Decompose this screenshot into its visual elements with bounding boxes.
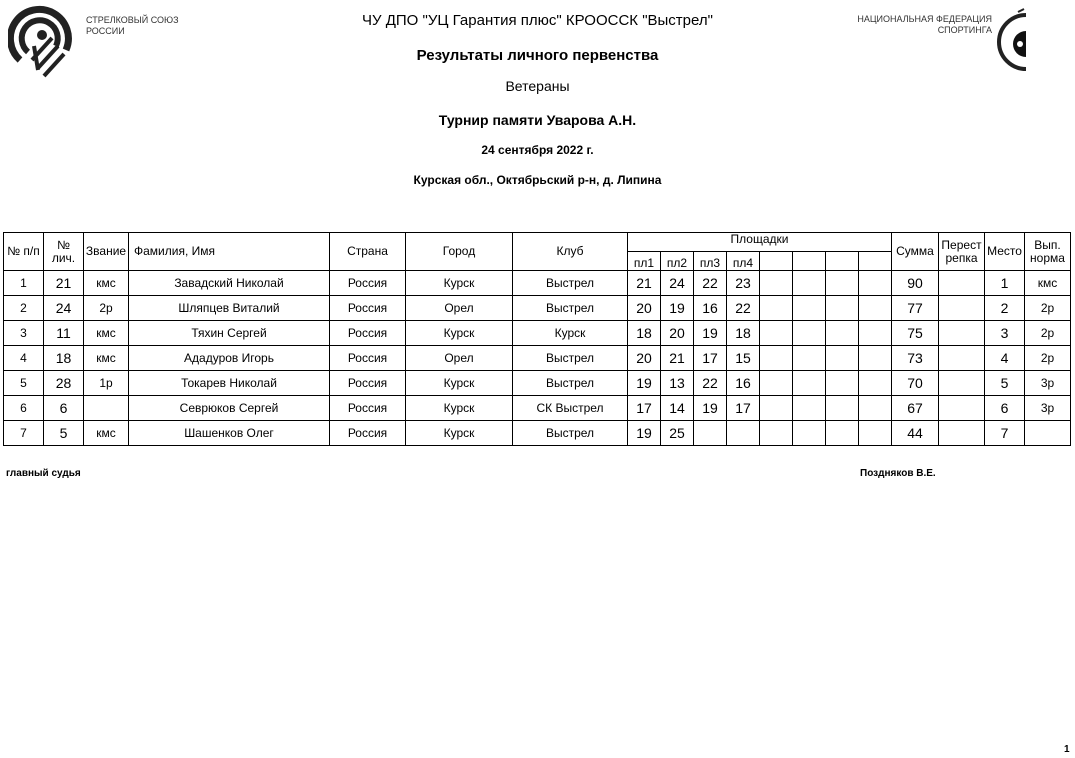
cell-pl4: 15	[727, 346, 760, 371]
col-country: Страна	[330, 233, 406, 271]
cell-pl-empty	[760, 321, 793, 346]
cell-pl-empty	[859, 396, 892, 421]
col-pl-empty	[760, 252, 793, 271]
cell-shootoff	[939, 346, 985, 371]
event-date: 24 сентября 2022 г.	[481, 143, 594, 157]
cell-num-lich: 28	[44, 371, 84, 396]
cell-sum: 67	[892, 396, 939, 421]
cell-num-lich: 6	[44, 396, 84, 421]
col-pl-empty	[859, 252, 892, 271]
cell-shootoff	[939, 321, 985, 346]
cell-num-pp: 2	[4, 296, 44, 321]
org-left-line-1: СТРЕЛКОВЫЙ СОЮЗ	[86, 15, 179, 25]
org-right-line-2: СПОРТИНГА	[937, 25, 992, 35]
col-city: Город	[406, 233, 513, 271]
cell-city: Курск	[406, 321, 513, 346]
cell-shootoff	[939, 271, 985, 296]
col-pl3: пл3	[694, 252, 727, 271]
cell-norm: 2р	[1025, 321, 1071, 346]
cell-pl2: 21	[661, 346, 694, 371]
cell-name: Завадский Николай	[129, 271, 330, 296]
cell-pl-empty	[760, 296, 793, 321]
cell-pl-empty	[859, 421, 892, 446]
cell-pl3: 16	[694, 296, 727, 321]
cell-place: 1	[985, 271, 1025, 296]
col-num-pp: № п/п	[4, 233, 44, 271]
cell-rank: кмс	[84, 271, 129, 296]
cell-pl4	[727, 421, 760, 446]
results-table	[3, 232, 1071, 446]
cell-country: Россия	[330, 296, 406, 321]
cell-pl4: 23	[727, 271, 760, 296]
cell-pl-empty	[826, 271, 859, 296]
cell-pl1: 17	[628, 396, 661, 421]
cell-place: 3	[985, 321, 1025, 346]
cell-pl-empty	[793, 421, 826, 446]
col-place: Место	[985, 233, 1025, 271]
cell-num-lich: 11	[44, 321, 84, 346]
cell-sum: 77	[892, 296, 939, 321]
cell-pl-empty	[826, 396, 859, 421]
cell-sum: 75	[892, 321, 939, 346]
cell-norm: 2р	[1025, 346, 1071, 371]
cell-pl2: 14	[661, 396, 694, 421]
table-row	[4, 421, 1071, 446]
cell-pl1: 19	[628, 371, 661, 396]
cell-shootoff	[939, 296, 985, 321]
col-sum: Сумма	[892, 233, 939, 271]
table-row	[4, 396, 1071, 421]
cell-place: 6	[985, 396, 1025, 421]
cell-country: Россия	[330, 371, 406, 396]
chief-judge-name: Поздняков В.Е.	[860, 468, 936, 479]
cell-name: Токарев Николай	[129, 371, 330, 396]
cell-num-pp: 4	[4, 346, 44, 371]
cell-norm	[1025, 421, 1071, 446]
cell-club: Курск	[513, 321, 628, 346]
cell-pl2: 13	[661, 371, 694, 396]
cell-pl-empty	[760, 371, 793, 396]
chief-judge-label: главный судья	[6, 468, 81, 479]
cell-sum: 44	[892, 421, 939, 446]
cell-norm: 3р	[1025, 396, 1071, 421]
cell-club: Выстрел	[513, 346, 628, 371]
cell-name: Шляпцев Виталий	[129, 296, 330, 321]
cell-pl-empty	[859, 271, 892, 296]
cell-num-lich: 24	[44, 296, 84, 321]
cell-rank: кмс	[84, 421, 129, 446]
col-pl1: пл1	[628, 252, 661, 271]
col-num-lich: № лич.	[44, 233, 84, 271]
col-pl-empty	[793, 252, 826, 271]
cell-pl-empty	[826, 346, 859, 371]
cell-name: Шашенков Олег	[129, 421, 330, 446]
cell-club: Выстрел	[513, 271, 628, 296]
cell-sum: 73	[892, 346, 939, 371]
cell-place: 5	[985, 371, 1025, 396]
tournament-name: Турнир памяти Уварова А.Н.	[438, 112, 637, 128]
col-club: Клуб	[513, 233, 628, 271]
cell-pl-empty	[859, 296, 892, 321]
cell-sum: 70	[892, 371, 939, 396]
cell-num-lich: 18	[44, 346, 84, 371]
cell-shootoff	[939, 371, 985, 396]
cell-city: Орел	[406, 296, 513, 321]
cell-city: Курск	[406, 271, 513, 296]
cell-pl-empty	[793, 371, 826, 396]
cell-pl1: 20	[628, 296, 661, 321]
cell-pl-empty	[859, 346, 892, 371]
cell-pl3: 19	[694, 321, 727, 346]
col-platforms: Площадки	[628, 233, 892, 252]
cell-name: Севрюков Сергей	[129, 396, 330, 421]
cell-norm: 2р	[1025, 296, 1071, 321]
cell-pl2: 25	[661, 421, 694, 446]
cell-city: Курск	[406, 396, 513, 421]
cell-city: Курск	[406, 421, 513, 446]
cell-country: Россия	[330, 421, 406, 446]
col-name: Фамилия, Имя	[129, 233, 330, 271]
table-row	[4, 296, 1071, 321]
cell-rank	[84, 396, 129, 421]
table-row	[4, 321, 1071, 346]
cell-rank: 1р	[84, 371, 129, 396]
cell-pl3: 22	[694, 271, 727, 296]
table-row	[4, 271, 1071, 296]
cell-num-lich: 5	[44, 421, 84, 446]
cell-pl-empty	[760, 396, 793, 421]
cell-pl1: 19	[628, 421, 661, 446]
cell-country: Россия	[330, 346, 406, 371]
cell-pl1: 20	[628, 346, 661, 371]
cell-place: 4	[985, 346, 1025, 371]
cell-club: Выстрел	[513, 296, 628, 321]
cell-club: СК Выстрел	[513, 396, 628, 421]
cell-rank: кмс	[84, 346, 129, 371]
cell-pl-empty	[793, 396, 826, 421]
cell-pl-empty	[760, 421, 793, 446]
category-label: Ветераны	[505, 78, 570, 94]
cell-pl4: 16	[727, 371, 760, 396]
cell-pl3: 22	[694, 371, 727, 396]
cell-rank: 2р	[84, 296, 129, 321]
cell-pl3	[694, 421, 727, 446]
cell-pl-empty	[859, 371, 892, 396]
cell-pl-empty	[826, 296, 859, 321]
cell-club: Выстрел	[513, 371, 628, 396]
cell-norm: 3р	[1025, 371, 1071, 396]
cell-pl1: 18	[628, 321, 661, 346]
cell-pl4: 17	[727, 396, 760, 421]
cell-name: Тяхин Сергей	[129, 321, 330, 346]
cell-pl-empty	[793, 321, 826, 346]
table-row	[4, 346, 1071, 371]
cell-club: Выстрел	[513, 421, 628, 446]
cell-pl-empty	[793, 296, 826, 321]
cell-pl-empty	[826, 321, 859, 346]
page-number: 1	[1064, 744, 1070, 755]
cell-num-pp: 6	[4, 396, 44, 421]
cell-place: 7	[985, 421, 1025, 446]
org-left-line-2: РОССИИ	[86, 26, 125, 36]
cell-pl2: 20	[661, 321, 694, 346]
col-rank: Звание	[84, 233, 129, 271]
cell-city: Орел	[406, 346, 513, 371]
cell-num-pp: 3	[4, 321, 44, 346]
cell-num-pp: 5	[4, 371, 44, 396]
cell-norm: кмс	[1025, 271, 1071, 296]
org-right-line-1: НАЦИОНАЛЬНАЯ ФЕДЕРАЦИЯ	[857, 14, 992, 24]
cell-country: Россия	[330, 396, 406, 421]
cell-place: 2	[985, 296, 1025, 321]
cell-country: Россия	[330, 271, 406, 296]
event-place: Курская обл., Октябрьский р-н, д. Липина	[413, 173, 662, 187]
cell-country: Россия	[330, 321, 406, 346]
cell-city: Курск	[406, 371, 513, 396]
cell-pl-empty	[826, 371, 859, 396]
table-row	[4, 371, 1071, 396]
cell-sum: 90	[892, 271, 939, 296]
cell-pl4: 18	[727, 321, 760, 346]
col-pl2: пл2	[661, 252, 694, 271]
cell-pl-empty	[760, 271, 793, 296]
cell-pl4: 22	[727, 296, 760, 321]
organizer-title: ЧУ ДПО "УЦ Гарантия плюс" КРООССК "Выстрел"	[362, 12, 713, 29]
cell-pl-empty	[760, 346, 793, 371]
cell-pl-empty	[793, 271, 826, 296]
page-title: Результаты личного первенства	[416, 47, 659, 64]
cell-num-pp: 1	[4, 271, 44, 296]
cell-shootoff	[939, 421, 985, 446]
cell-pl3: 19	[694, 396, 727, 421]
cell-pl-empty	[826, 421, 859, 446]
cell-num-lich: 21	[44, 271, 84, 296]
cell-rank: кмс	[84, 321, 129, 346]
cell-name: Ададуров Игорь	[129, 346, 330, 371]
col-norm: Вып. норма	[1025, 233, 1071, 271]
col-shootoff: Перест репка	[939, 233, 985, 271]
cell-pl2: 24	[661, 271, 694, 296]
cell-pl1: 21	[628, 271, 661, 296]
cell-pl-empty	[793, 346, 826, 371]
cell-pl3: 17	[694, 346, 727, 371]
col-pl4: пл4	[727, 252, 760, 271]
cell-pl2: 19	[661, 296, 694, 321]
col-pl-empty	[826, 252, 859, 271]
cell-pl-empty	[859, 321, 892, 346]
cell-num-pp: 7	[4, 421, 44, 446]
cell-shootoff	[939, 396, 985, 421]
